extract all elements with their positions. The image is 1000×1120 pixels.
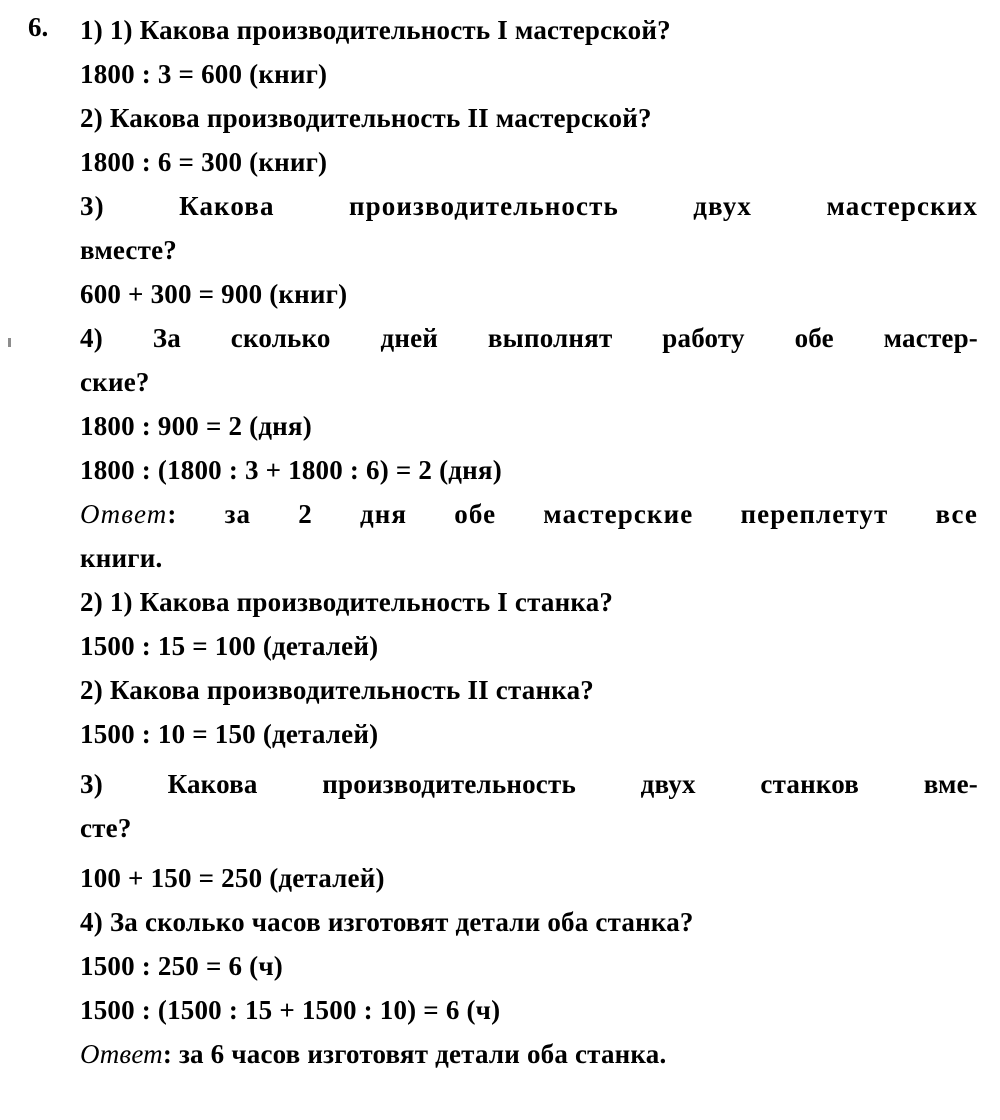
text-line: 1500 : (1500 : 15 + 1500 : 10) = 6 (ч): [80, 995, 501, 1025]
answer-label: Ответ: [80, 499, 168, 529]
answer-line: [80, 1032, 978, 1076]
text-line: 1800 : 6 = 300 (книг): [80, 147, 328, 177]
answer-text: : за 6 часов изготовят детали оба станка.: [162, 1039, 667, 1069]
text-line: 4) За сколько часов изготовят детали оба станка?: [80, 907, 694, 937]
text-line: 3) Какова производительность двух мастерских: [80, 191, 978, 221]
text-line: вместе?: [80, 235, 177, 265]
text-line: 600 + 300 = 900 (книг): [80, 279, 348, 309]
scan-artifact-mark: [8, 338, 11, 347]
text-line: 2) Какова производительность II мастерской?: [80, 103, 652, 133]
text-line: 1800 : 3 = 600 (книг): [80, 59, 328, 89]
text-line: 1500 : 15 = 100 (деталей): [80, 631, 379, 661]
text-line: 1) 1) Какова производительность I мастерской?: [80, 15, 671, 45]
text-line: 2) Какова производительность II станка?: [80, 675, 594, 705]
solution-lines: [80, 8, 978, 1076]
text-line: ские?: [80, 367, 150, 397]
text-line: сте?: [80, 813, 132, 843]
text-line: 4) За сколько дней выполнят работу обе мастер-: [80, 323, 978, 353]
text-line: книги.: [80, 543, 163, 573]
text-line: 100 + 150 = 250 (деталей): [80, 863, 385, 893]
answer-line: [80, 492, 978, 536]
text-line: 1800 : (1800 : 3 + 1800 : 6) = 2 (дня): [80, 455, 502, 485]
solution-block: [28, 8, 978, 1076]
text-line: 3) Какова производительность двух станков вме-: [80, 769, 978, 799]
text-line: 1500 : 10 = 150 (деталей): [80, 719, 379, 749]
text-line: 2) 1) Какова производительность I станка?: [80, 587, 614, 617]
answer-text: : за 2 дня обе мастерские переплетут все: [167, 499, 978, 529]
task-number: 6.: [28, 12, 49, 42]
text-line: 1800 : 900 = 2 (дня): [80, 411, 312, 441]
answer-label: Ответ: [80, 1039, 163, 1069]
text-line: 1500 : 250 = 6 (ч): [80, 951, 283, 981]
